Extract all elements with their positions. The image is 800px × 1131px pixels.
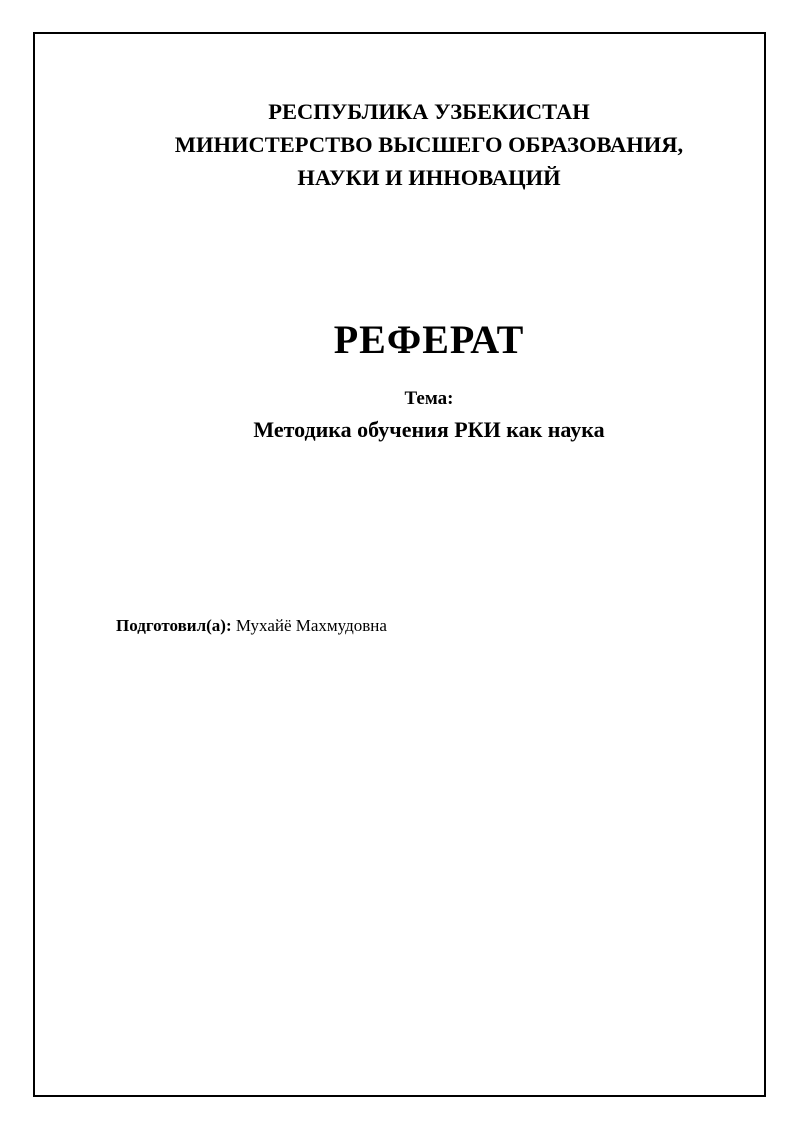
topic-label: Тема: [404,388,454,409]
institution-header [0,95,800,194]
topic-title: Методика обучения РКИ как наука [253,417,605,442]
author-label: Подготовил(а): [116,616,232,635]
header-country: РЕСПУБЛИКА УЗБЕКИСТАН [268,99,590,124]
header-ministry: МИНИСТЕРСТВО ВЫСШЕГО ОБРАЗОВАНИЯ, [174,132,684,157]
author-line [116,614,387,638]
author-name: Мухайё Махмудовна [235,616,387,635]
header-ministry-continued: НАУКИ И ИННОВАЦИЙ [297,165,561,190]
document-type-title: РЕФЕРАТ [333,317,525,362]
